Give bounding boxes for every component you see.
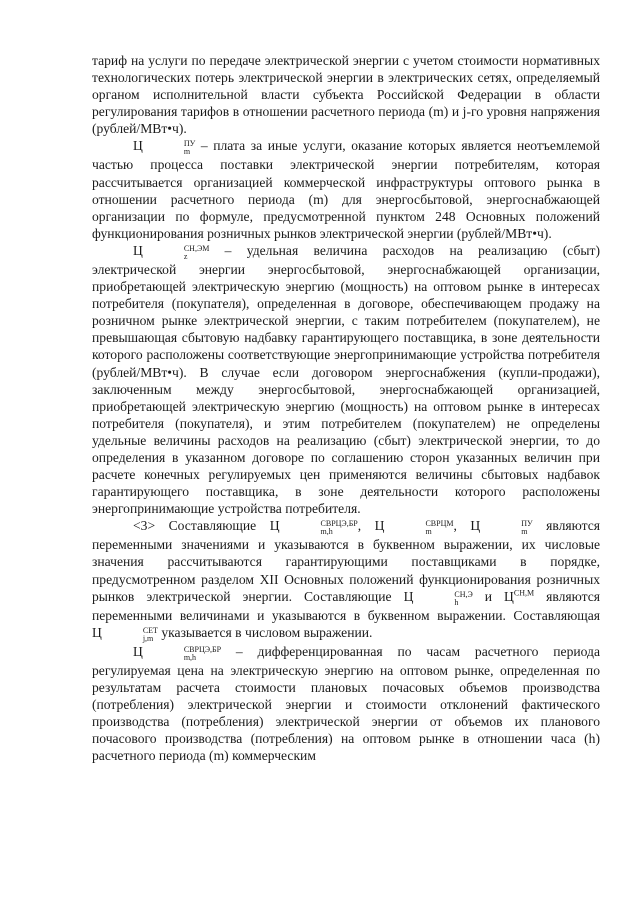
symbol-ts-pu-2: Ц ПУ m [470,518,533,537]
paragraph-other-services-fee: Ц ПУ m – плата за иные услуги, оказание которых является неотъемлемой частью процесса поставки электрической энергии потребителям, которая рассчитывается организацией коммерческой инфраструктуры оптового рынка в отношении расчетного периода (m) для энергосбытовой, энергоснабжающей организации по формуле, предусмотренной пунктом 248 Основных положений функционирования розничных рынков электрической энергии (рублей/МВт•ч). [92,138,600,241]
symbol-ts-sn-m: $Ц^{СН,М}$ [504,588,535,604]
paragraph-sales-expenses: Ц СН,ЭМ z – удельная величина расходов на реализацию (сбыт) электрической энергии энергосбытовой, энергоснабжающей организации, приобретающей электрическую энергию (мощность) на оптовом рынке в интересах потребителя (покупателя), определенная в договоре, обеспечивающем продажу на розничном рынке электрической энергии, с таким потребителем (покупателем), не превышающая сбытовую надбавку гарантирующего поставщика, в зоне деятельности которого расположены соответствующие энергопринимающие устройства потребителя (рублей/МВт•ч). В случае если договором энергоснабжения (купли-продажи), заключенным между энергосбытовой, энергоснабжающей организацией, приобретающей электрическую энергию (мощность) на оптовом рынке в интересах потребителя (покупателя), и этим потребителем (покупателем) не определены удельные величины расходов на реализацию (сбыт) электрической энергии, то до определения в указанном договоре по соглашению сторон указанных величин при расчете конечных регулируемых цен применяются величины сбытовых надбавок гарантирующего поставщика, в зоне деятельности которого расположены энергопринимающие устройства потребителя. [92,242,600,517]
symbol-ts-set: Ц СЕТ j,m [92,624,158,643]
paragraph-regulated-price: Ц СВРЦЭ,БР m,h – дифференцированная по часам расчетного периода регулируемая цена на электрическую энергию на оптовом рынке, определенная по результатам расчета стоимости плановых почасовых объемов производства (потребления) электрической энергии и стоимости отклонений фактического производства (потребления) электрической энергии от объемов их планового почасового производства (потребления) на оптовом рынке в отношении часа (h) расчетного периода (m) коммерческим [92,643,600,764]
symbol-ts-svrtsm: Ц СВРЦМ m [374,518,454,537]
paragraph-tariff-continuation: тариф на услуги по передаче электрической энергии с учетом стоимости нормативных технологических потерь электрической энергии в электрических сетях, определяемый органом исполнительной власти субъекта Российской Федерации в области регулирования тарифов в отношении расчетного периода (m) и j-го уровня напряжения (рублей/МВт•ч). [92,53,600,137]
document-page [92,52,600,764]
symbol-ts-svrtse-br-2: Ц СВРЦЭ,БР m,h [133,643,222,662]
symbol-ts-sn-e: Ц СН,Э h [403,588,473,607]
paragraph-footnote-3: <3> Составляющие Ц СВРЦЭ,БР m,h , Ц СВРЦМ m , Ц ПУ m являются переменными значениями и указываются в буквенном выражении, их числовые значения рассчитываются гарантирующими поставщиками в порядке, предусмотренном разделом XII Основных положений функционирования розничных рынков электрической энергии. Составляющие Ц СН,Э h и $Ц^{СН,М}$ являются переменными величинами и указываются в буквенном выражении. Составляющая Ц СЕТ j,m указывается в числовом выражении. [92,518,601,643]
symbol-ts-pu: Ц ПУ m [133,138,196,157]
symbol-ts-sn-em: Ц СН,ЭМ z [133,242,210,261]
symbol-ts-svrtse-br: Ц СВРЦЭ,БР m,h [269,518,358,537]
